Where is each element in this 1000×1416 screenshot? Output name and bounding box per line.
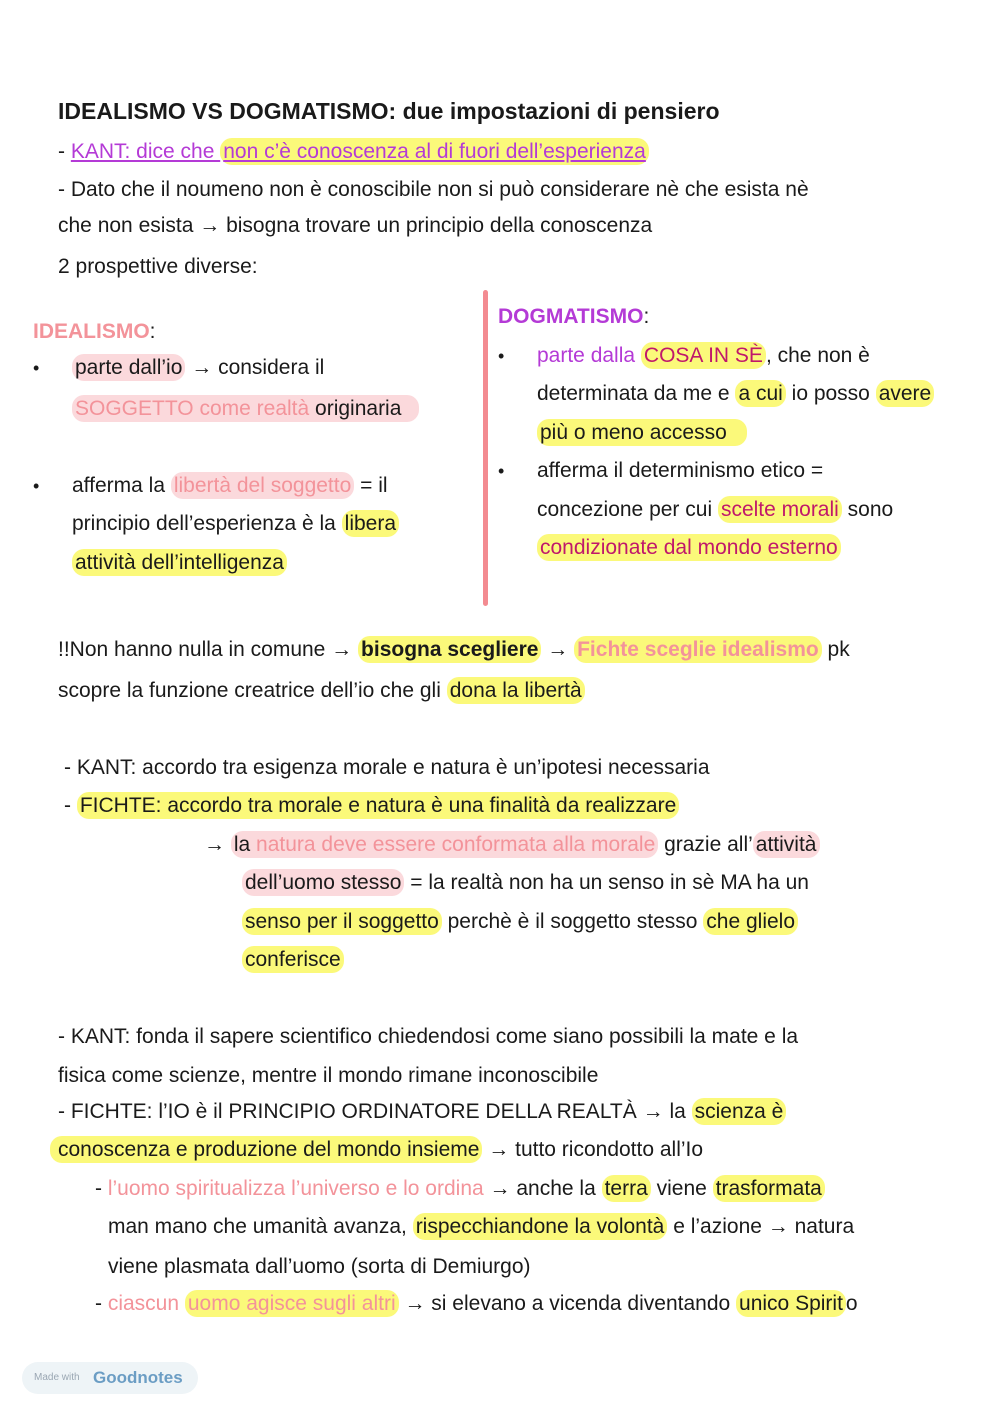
kant-intro-label: KANT: dice che [70, 140, 221, 163]
text: concezione per cui [537, 498, 718, 521]
page-title: IDEALISMO VS DOGMATISMO: due impostazioni di pensiero [58, 98, 720, 124]
scelte-morali-highlight: scelte morali [718, 496, 842, 523]
text: io posso [785, 382, 876, 405]
scienza-highlight: scienza è [692, 1098, 787, 1125]
idealismo-b1-line1 [72, 354, 324, 382]
bisogna-scegliere-highlight: bisogna scegliere [358, 636, 541, 663]
dona-liberta-highlight: dona la libertà [447, 677, 585, 704]
kant-intro-line [58, 138, 649, 166]
colon: : [643, 305, 650, 328]
text: afferma la [72, 474, 171, 497]
uomo-agisce-highlight: uomo agisce sugli altri [185, 1290, 399, 1317]
fichte-accordo-highlight: FICHTE: accordo tra morale e natura è una finalità da realizzare [77, 792, 679, 819]
dogmatismo-b2-line2 [537, 496, 893, 524]
text: - FICHTE: l’IO è il PRINCIPIO ORDINATORE DELLA REALTÀ → la [58, 1100, 692, 1123]
bullet-icon: • [33, 476, 40, 496]
sapere-fichte-line-2 [50, 1136, 703, 1164]
attivita-uomo-highlight: attività [753, 831, 820, 858]
column-divider [483, 290, 488, 606]
accesso-highlight: più o meno accesso [537, 419, 747, 446]
text: natura deve essere conformata alla morale [256, 833, 656, 856]
ciascun-text: ciascun [107, 1292, 185, 1315]
text: sono [841, 498, 894, 521]
rispecchiandone-highlight: rispecchiandone la volontà [413, 1213, 668, 1240]
natura-line-3 [242, 908, 798, 936]
text: = il [354, 474, 388, 497]
text: grazie all’ [658, 833, 753, 856]
accordo-kant-line: - KANT: accordo tra esigenza morale e natura è un’ipotesi necessaria [64, 756, 710, 779]
idealismo-b2-line3 [72, 549, 287, 577]
dogmatismo-b2-line1: afferma il determinismo etico = [537, 459, 824, 482]
cosa-in-se-highlight: COSA IN SÈ [641, 342, 766, 369]
sub-line-3: viene plasmata dall’uomo (sorta di Demiurgo) [108, 1255, 531, 1278]
originaria-text: originaria [309, 397, 402, 420]
che-glielo-highlight: che glielo [703, 908, 798, 935]
text: perchè è il soggetto stesso [441, 910, 704, 933]
dash: - [95, 1177, 108, 1200]
sub-line-1 [95, 1175, 825, 1203]
colon: : [149, 320, 156, 343]
text: → tutto ricondotto all’Io [482, 1138, 704, 1161]
text: parte dalla [537, 344, 641, 367]
text: o [845, 1292, 858, 1315]
soggetto-text: SOGGETTO come realtà [75, 397, 310, 420]
text: la [233, 833, 257, 856]
a-cui-highlight: a cui [735, 380, 785, 407]
natura-line-4 [242, 946, 344, 974]
idealismo-b1-line2 [72, 395, 419, 423]
text: man mano che umanità avanza, [108, 1215, 413, 1238]
text: e l’azione → natura [667, 1215, 855, 1238]
dash: - [64, 794, 77, 817]
sapere-fichte-line-1 [58, 1098, 786, 1126]
idealismo-b1-highlight: parte dall’io [72, 354, 185, 381]
uomo-stesso-highlight: dell’uomo stesso [242, 869, 404, 896]
text: determinata da me e [537, 382, 736, 405]
natura-line-1 [204, 831, 820, 859]
idealismo-b2-line2 [72, 510, 399, 538]
badge-small-text: Made with [34, 1372, 80, 1383]
text: → considera il [185, 356, 325, 379]
goodnotes-badge [22, 1362, 198, 1394]
text: principio dell’esperienza è la [72, 512, 342, 535]
idealismo-b2-line1 [72, 472, 388, 500]
sub-line-2 [108, 1213, 854, 1241]
trasformata-highlight: trasformata [713, 1175, 825, 1202]
text: pk [821, 638, 850, 661]
uomo-spiritualizza-text: l’uomo spiritualizza l’universo e lo ordina [107, 1177, 484, 1200]
avere-highlight: avere [876, 380, 935, 407]
text: = la realtà non ha un senso in sè MA ha un [404, 871, 809, 894]
condizionate-highlight: condizionate dal mondo esterno [537, 534, 841, 561]
noumeno-line-1: - Dato che il noumeno non è conoscibile non si può considerare nè che esista nè [58, 178, 809, 201]
text: → [541, 638, 575, 661]
libera-highlight: libera [342, 510, 399, 537]
senso-soggetto-highlight: senso per il soggetto [242, 908, 442, 935]
fichte-idealismo-highlight: Fichte sceglie idealismo [574, 636, 822, 663]
terra-highlight: terra [602, 1175, 651, 1202]
dash: - [58, 140, 71, 163]
noumeno-line-2: che non esista → bisogna trovare un principio della conoscenza [58, 214, 653, 237]
natura-highlight [231, 831, 658, 858]
conferisce-highlight: conferisce [242, 946, 344, 973]
unico-spirito-highlight: unico Spirit [736, 1290, 846, 1317]
dogmatismo-b1-line3 [537, 419, 747, 447]
text: !!Non hanno nulla in comune → [58, 638, 359, 661]
accordo-fichte-line [64, 792, 679, 820]
kant-intro-highlight: non c’è conoscenza al di fuori dell’esperienza [220, 138, 649, 165]
dogmatismo-heading-text: DOGMATISMO [498, 305, 644, 328]
text: → si elevano a vicenda diventando [398, 1292, 737, 1315]
text: viene [650, 1177, 713, 1200]
dogmatismo-heading [498, 303, 649, 331]
dogmatismo-b1-line2 [537, 380, 934, 408]
scelta-line-2 [58, 677, 585, 705]
bullet-icon: • [498, 346, 505, 366]
liberta-soggetto-highlight: libertà del soggetto [171, 472, 354, 499]
goodnotes-logo: Goodnotes [93, 1368, 183, 1387]
conoscenza-produzione-highlight: conoscenza e produzione del mondo insieme [50, 1136, 482, 1163]
text: scopre la funzione creatrice dell’io che gli [58, 679, 447, 702]
text: → anche la [483, 1177, 602, 1200]
dash: - [95, 1292, 108, 1315]
dogmatismo-b1-line1 [537, 342, 870, 370]
attivita-highlight: attività dell’intelligenza [72, 549, 287, 576]
prospettive-line: 2 prospettive diverse: [58, 255, 258, 278]
bullet-icon: • [33, 358, 40, 378]
dogmatismo-b2-line3 [537, 534, 841, 562]
sapere-kant-line-1: - KANT: fonda il sapere scientifico chiedendosi come siano possibili la mate e la [58, 1025, 799, 1048]
idealismo-soggetto-highlight [72, 395, 419, 422]
sapere-kant-line-2: fisica come scienze, mentre il mondo rimane inconoscibile [58, 1064, 599, 1087]
scelta-line-1 [58, 636, 850, 664]
idealismo-heading-text: IDEALISMO [33, 320, 150, 343]
text: , che non è [765, 344, 870, 367]
sub-line-4 [95, 1290, 858, 1318]
idealismo-heading [33, 318, 156, 346]
arrow-icon: → [204, 833, 231, 856]
bullet-icon: • [498, 461, 505, 481]
natura-line-2 [242, 869, 809, 897]
